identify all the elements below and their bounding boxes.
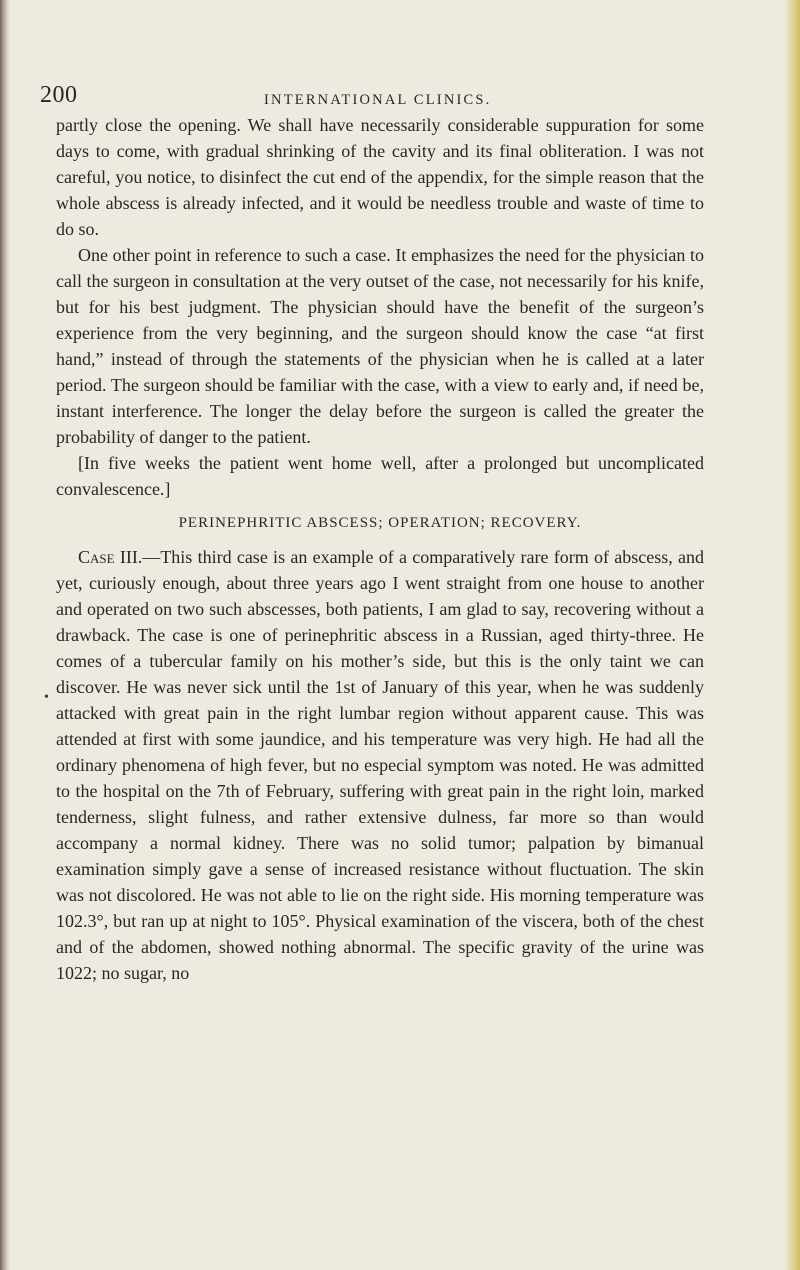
running-head: INTERNATIONAL CLINICS.: [264, 92, 492, 108]
page-binding-edge-left: [0, 0, 10, 1270]
page-edge-right: [784, 0, 800, 1270]
section-heading: PERINEPHRITIC ABSCESS; OPERATION; RECOVERY.: [178, 515, 582, 531]
paragraph-appendix-closing: partly close the opening. We shall have necessarily considerable suppuration for some days to come, with gradual shrinking of the cavity and its final obliteration. I was not careful, you notice, to disinfect the cut end of the appendix, for the simple reason that the whole abscess is already infected, and it would be needless trouble and waste of time to do so.: [56, 115, 704, 239]
case-label: Case III.: [78, 547, 143, 567]
page-number: 200: [40, 82, 78, 108]
case-text: —This third case is an example of a comparatively rare form of abscess, and yet, curiously enough, about three years ago I went straight from one house to another and operated on two such abscesses, both patients, I am glad to say, recovering without a drawback. The case is one of perinephritic abscess in a Russian, aged thirty-three. He comes of a tubercular family on his mother’s side, but this is the only taint we can discover. He was never sick until the 1st of January of this year, when he was suddenly attacked with great pain in the right lumbar region without apparent cause. This was attended at first with some jaundice, and his temperature was very high. He had all the ordinary phenomena of high fever, but no especial symptom was noted. He was admitted to the hospital on the 7th of February, suffering with great pain in the right loin, marked tenderness, slight fulness, and rather extensive dulness, far more so than would accompany a normal kidney. There was no solid tumor; palpation by bimanual examination simply gave a sense of increased resistance without fluctuation. The skin was not discolored. He was not able to lie on the right side. His morning temperature was 102.3°, but ran up at night to 105°. Physical examination of the viscera, both of the chest and of the abdomen, showed nothing abnormal. The specific gravity of the urine was 1022; no sugar, no: [56, 547, 704, 983]
paragraph-consultation: One other point in reference to such a case. It emphasizes the need for the physician to call the surgeon in consultation at the very outset of the case, not necessarily for his knife, but for his best judgment. The physician should have the benefit of the surgeon’s experience from the very beginning, and the surgeon should know the case “at first hand,” instead of through the statements of the physician when he is called at a later period. The surgeon should be familiar with the case, with a view to early and, if need be, instant interference. The longer the delay before the surgeon is called the greater the probability of danger to the patient.: [56, 245, 704, 447]
body-text: [56, 112, 704, 986]
paragraph-outcome-note: [In five weeks the patient went home well, after a prolonged but uncomplicated convalescence.]: [56, 453, 704, 499]
paragraph-case-three: [56, 544, 704, 986]
margin-mark: •: [44, 690, 49, 705]
